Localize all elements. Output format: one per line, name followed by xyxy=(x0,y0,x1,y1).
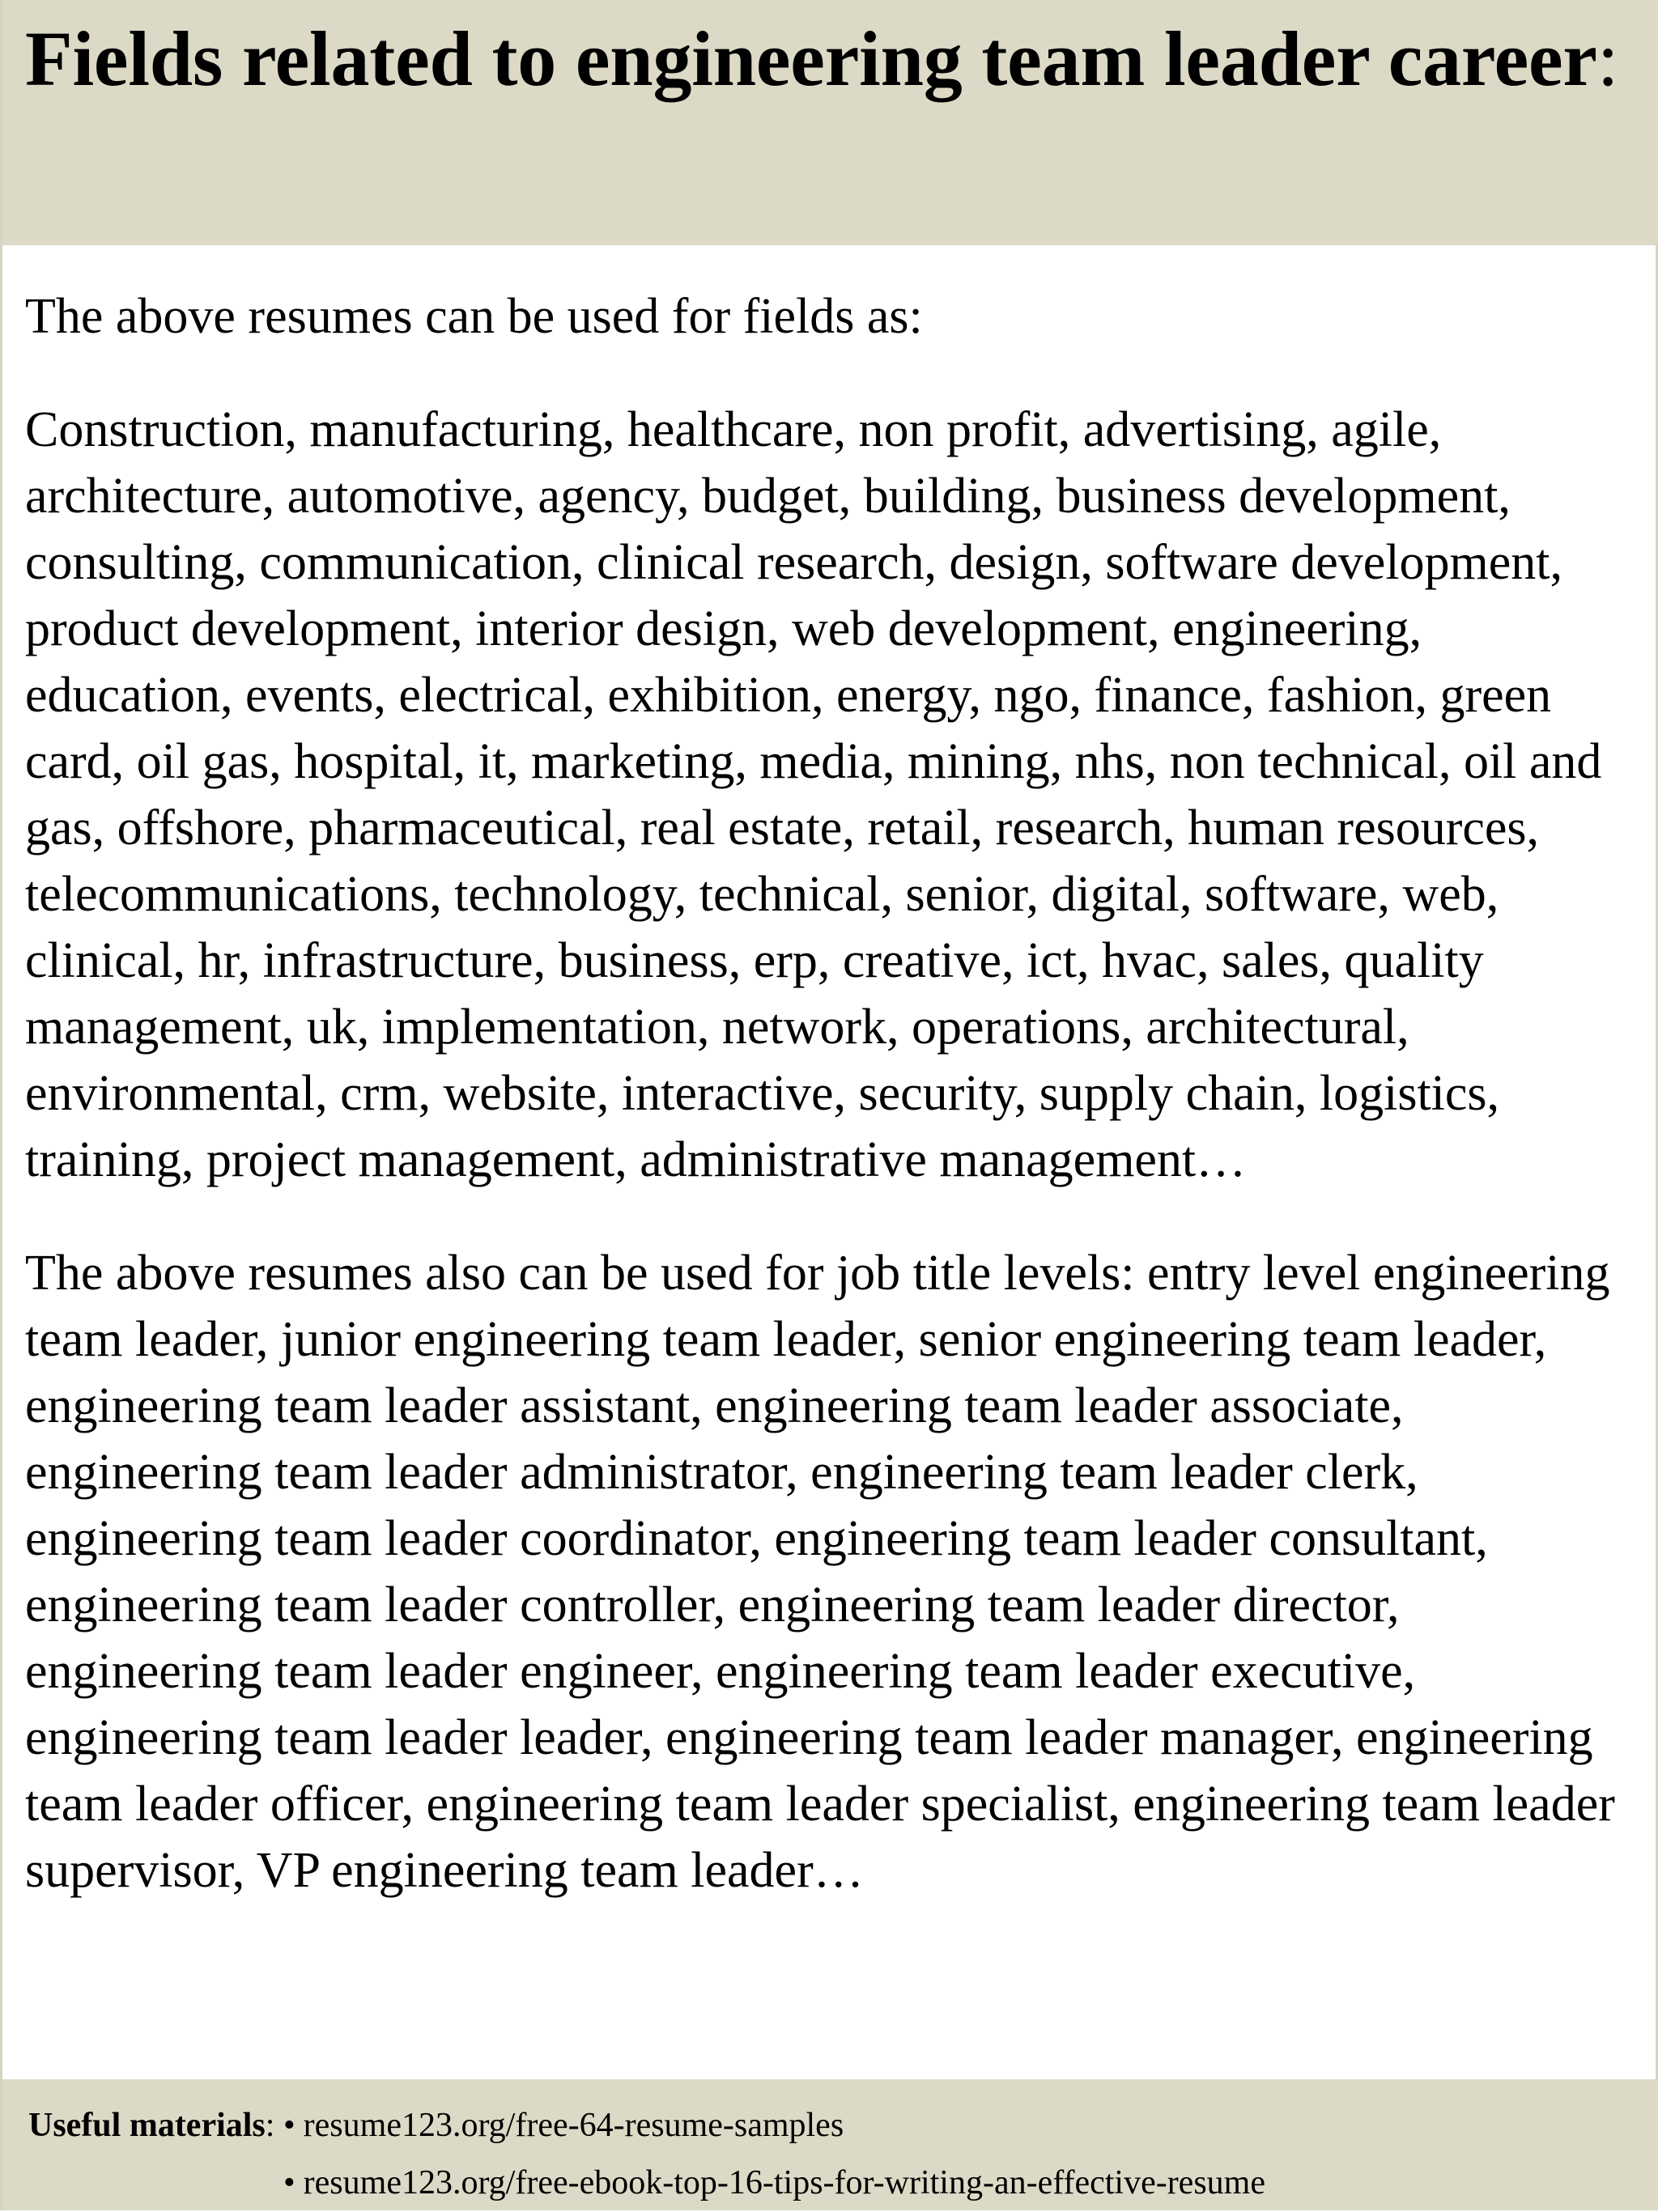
useful-materials-row xyxy=(28,2097,1658,2212)
fields-paragraph: Construction, manufacturing, healthcare, non profit, advertising, agile, architecture, automotive, agency, budget, building, business development, consulting, communication, clinical research, design, software development, product development, interior design, web development, engineering, education, events, electrical, exhibition, energy, ngo, finance, fashion, green card, oil gas, hospital, it, marketing, media, mining, nhs, non technical, oil and gas, offshore, pharmaceutical, real estate, retail, research, human resources, telecommunications, technology, technical, senior, digital, software, web, clinical, hr, infrastructure, business, erp, creative, ict, hvac, sales, quality management, uk, implementation, network, operations, architectural, environmental, crm, website, interactive, security, supply chain, logistics, training, project management, administrative management… xyxy=(25,402,1602,1187)
page-title xyxy=(25,15,1638,102)
resource-link-ebook-text[interactable]: resume123.org/free-ebook-top-16-tips-for-writing-an-effective-resume xyxy=(303,2164,1265,2201)
useful-materials-label: Useful materials xyxy=(28,2107,266,2144)
main-content xyxy=(25,283,1638,1904)
page-title-colon: : xyxy=(1596,15,1619,102)
resource-link-samples[interactable] xyxy=(283,2097,1265,2155)
bullet-icon: • xyxy=(283,2164,295,2201)
job-levels-paragraph: The above resumes also can be used for job title levels: entry level engineering team leader, junior engineering team leader, senior engineering team leader, engineering team leader assistant, engineering team leader associate, engineering team leader administrator, engineering team leader clerk, engineering team leader coordinator, engineering team leader consultant, engineering team leader controller, engineering team leader director, engineering team leader engineer, engineering team leader executive, engineering team leader leader, engineering team leader manager, engineering team leader officer, engineering team leader specialist, engineering team leader supervisor, VP engineering team leader… xyxy=(25,1246,1615,1898)
useful-materials-links xyxy=(283,2097,1265,2212)
resource-link-ebook[interactable] xyxy=(283,2155,1265,2212)
intro-paragraph: The above resumes can be used for fields as: xyxy=(25,289,923,344)
useful-materials-separator: : xyxy=(265,2107,283,2144)
resource-link-samples-text[interactable]: resume123.org/free-64-resume-samples xyxy=(303,2107,844,2144)
header-band xyxy=(2,0,1658,245)
bullet-icon: • xyxy=(283,2107,295,2144)
page-title-text: Fields related to engineering team leader career xyxy=(25,15,1597,102)
footer-band xyxy=(2,2079,1658,2210)
